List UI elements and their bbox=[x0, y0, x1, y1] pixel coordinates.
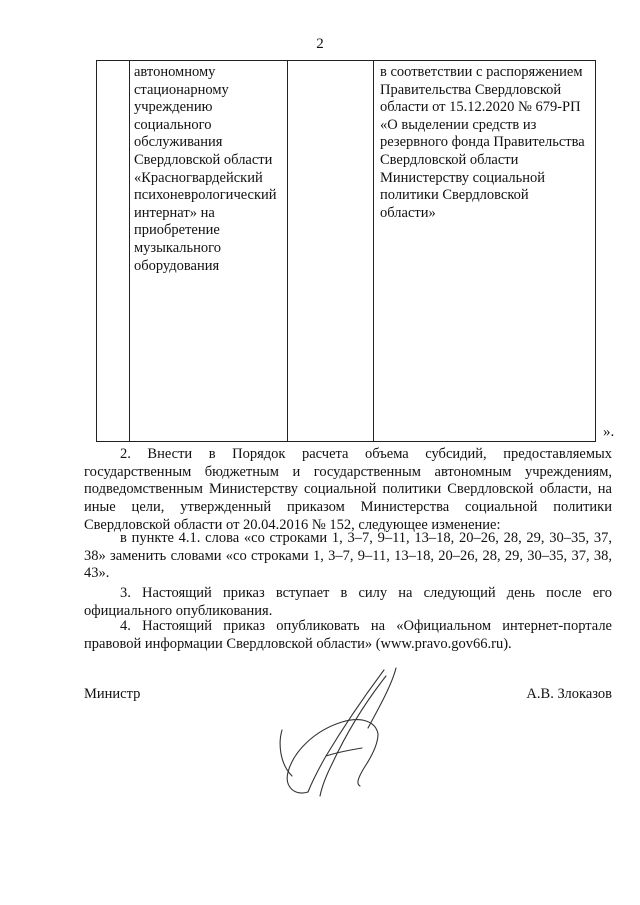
paragraph-2-text: 2. Внести в Порядок расчета объема субсидий, предоставляемых государственным бюджетным и государственным автономным учреждениям, подведомственным Министерству социальной политики Свердловской области, на иные цели, утвержденный приказом Министерства социальной политики Свердловской области от 20.04.2016 № 152, следующее изменение: bbox=[84, 446, 612, 533]
paragraph-3 bbox=[84, 585, 612, 620]
paragraph-2-amendment-text: в пункте 4.1. слова «со строками 1, 3–7, 9–11, 13–18, 20–26, 28, 29, 30–35, 37, 38» заменить словами «со строками 1, 3–7, 9–11, 13–18, 20–26, 28, 29, 30–35, 37, 38, 43». bbox=[84, 530, 612, 582]
table-cell-line: обслуживания bbox=[134, 134, 223, 151]
paragraph-4-text: 4. Настоящий приказ опубликовать на «Официальном интернет-портале правовой информации Свердловской области» (www.pravo.gov66.ru). bbox=[84, 618, 612, 652]
table-cell-line: «О выделении средств из bbox=[380, 116, 537, 133]
table-cell-line: «Красногвардейский bbox=[134, 169, 263, 186]
table-cell-line: автономному bbox=[134, 64, 216, 80]
table-column-divider bbox=[129, 61, 130, 441]
signatory-title: Министр bbox=[84, 686, 141, 702]
allocation-table bbox=[96, 60, 596, 442]
table-cell-line: Правительства Свердловской bbox=[380, 81, 562, 98]
table-cell-line: оборудования bbox=[134, 257, 220, 274]
table-cell-line: области от 15.12.2020 № 679-РП bbox=[380, 99, 581, 116]
paragraph-3-text: 3. Настоящий приказ вступает в силу на следующий день после его официального опубликования. bbox=[84, 585, 612, 619]
institution-name-cell bbox=[134, 64, 284, 275]
table-cell-line: области» bbox=[380, 204, 436, 221]
table-cell-line: политики Свердловской bbox=[380, 187, 529, 204]
handwritten-signature bbox=[266, 664, 416, 804]
table-column-divider bbox=[287, 61, 288, 441]
table-cell-line: в соответствии с распоряжением bbox=[380, 64, 583, 80]
table-closing-quote: ». bbox=[603, 424, 615, 440]
table-column-divider bbox=[373, 61, 374, 441]
table-cell-line: музыкального bbox=[134, 239, 221, 256]
table-cell-line: резервного фонда Правительства bbox=[380, 134, 585, 151]
table-cell-line: приобретение bbox=[134, 222, 220, 239]
table-cell-line: Министерству социальной bbox=[380, 169, 546, 186]
table-cell-line: Свердловской области bbox=[134, 151, 273, 168]
paragraph-2-amendment bbox=[84, 530, 612, 583]
paragraph-2 bbox=[84, 446, 612, 535]
table-cell-line: стационарному bbox=[134, 81, 229, 98]
table-cell-line: социального bbox=[134, 116, 212, 133]
table-cell-line: психоневрологический bbox=[134, 187, 277, 204]
page-number: 2 bbox=[316, 36, 324, 52]
table-cell-line: учреждению bbox=[134, 99, 213, 116]
table-cell-line: интернат» на bbox=[134, 204, 215, 221]
table-cell-line: Свердловской области bbox=[380, 151, 519, 168]
legal-basis-cell bbox=[380, 64, 595, 222]
signatory-name: А.В. Злоказов bbox=[526, 686, 612, 702]
paragraph-4 bbox=[84, 618, 612, 653]
